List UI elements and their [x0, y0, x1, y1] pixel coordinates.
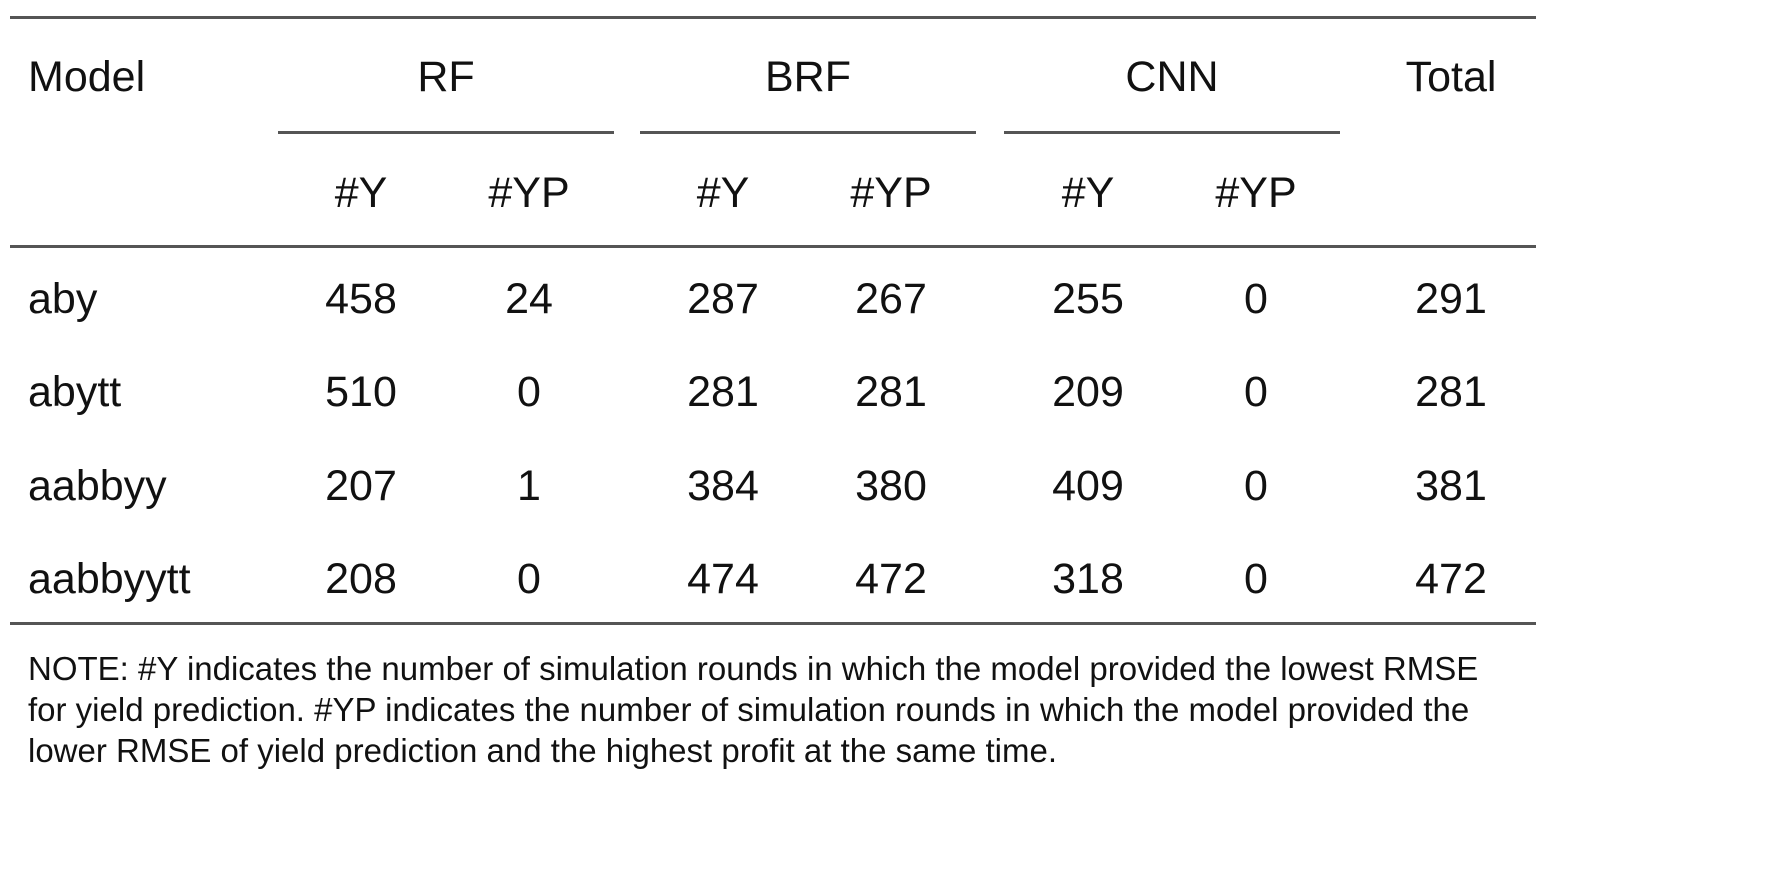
- model-name: aabbyytt: [28, 555, 191, 603]
- brf-y-value: 384: [687, 462, 759, 510]
- cnn-group-header: CNN: [1125, 53, 1219, 101]
- total-value: 291: [1415, 275, 1487, 323]
- brf-yp-value: 380: [855, 462, 927, 510]
- total-column-header: Total: [1405, 53, 1497, 101]
- rf-y-value: 510: [325, 368, 397, 416]
- brf-yp-value: 472: [855, 555, 927, 603]
- model-column-header: Model: [28, 53, 146, 101]
- rf-y-subheader: #Y: [334, 169, 388, 217]
- total-value: 472: [1415, 555, 1487, 603]
- bottom-rule: [10, 622, 1536, 625]
- rf-group-rule: [278, 131, 614, 134]
- table-note: NOTE: #Y indicates the number of simulation rounds in which the model provided the lowest RMSE for yield prediction. #YP indicates the number of simulation rounds in which the model provided the lower RMSE of yield prediction and the highest profit at the same time.: [28, 650, 1479, 769]
- brf-yp-subheader: #YP: [850, 169, 932, 217]
- brf-y-value: 474: [687, 555, 759, 603]
- cnn-yp-value: 0: [1244, 275, 1268, 323]
- rf-yp-value: 24: [505, 275, 553, 323]
- brf-y-value: 281: [687, 368, 759, 416]
- brf-group-rule: [640, 131, 976, 134]
- cnn-yp-value: 0: [1244, 462, 1268, 510]
- rf-y-value: 207: [325, 462, 397, 510]
- brf-y-subheader: #Y: [696, 169, 750, 217]
- cnn-y-value: 209: [1052, 368, 1124, 416]
- rf-y-value: 208: [325, 555, 397, 603]
- brf-yp-value: 281: [855, 368, 927, 416]
- rf-yp-subheader: #YP: [488, 169, 570, 217]
- rf-yp-value: 0: [517, 555, 541, 603]
- header-rule: [10, 245, 1536, 248]
- brf-y-value: 287: [687, 275, 759, 323]
- brf-group-header: BRF: [765, 53, 851, 101]
- model-name: aby: [28, 275, 98, 323]
- cnn-yp-subheader: #YP: [1215, 169, 1297, 217]
- cnn-y-value: 409: [1052, 462, 1124, 510]
- model-name: abytt: [28, 368, 122, 416]
- rf-y-value: 458: [325, 275, 397, 323]
- cnn-y-value: 255: [1052, 275, 1124, 323]
- rf-yp-value: 1: [517, 462, 541, 510]
- model-name: aabbyy: [28, 462, 167, 510]
- top-rule: [10, 16, 1536, 19]
- cnn-y-subheader: #Y: [1061, 169, 1115, 217]
- cnn-group-rule: [1004, 131, 1340, 134]
- cnn-yp-value: 0: [1244, 368, 1268, 416]
- brf-yp-value: 267: [855, 275, 927, 323]
- cnn-y-value: 318: [1052, 555, 1124, 603]
- total-value: 381: [1415, 462, 1487, 510]
- cnn-yp-value: 0: [1244, 555, 1268, 603]
- total-value: 281: [1415, 368, 1487, 416]
- rf-group-header: RF: [417, 53, 475, 101]
- rf-yp-value: 0: [517, 368, 541, 416]
